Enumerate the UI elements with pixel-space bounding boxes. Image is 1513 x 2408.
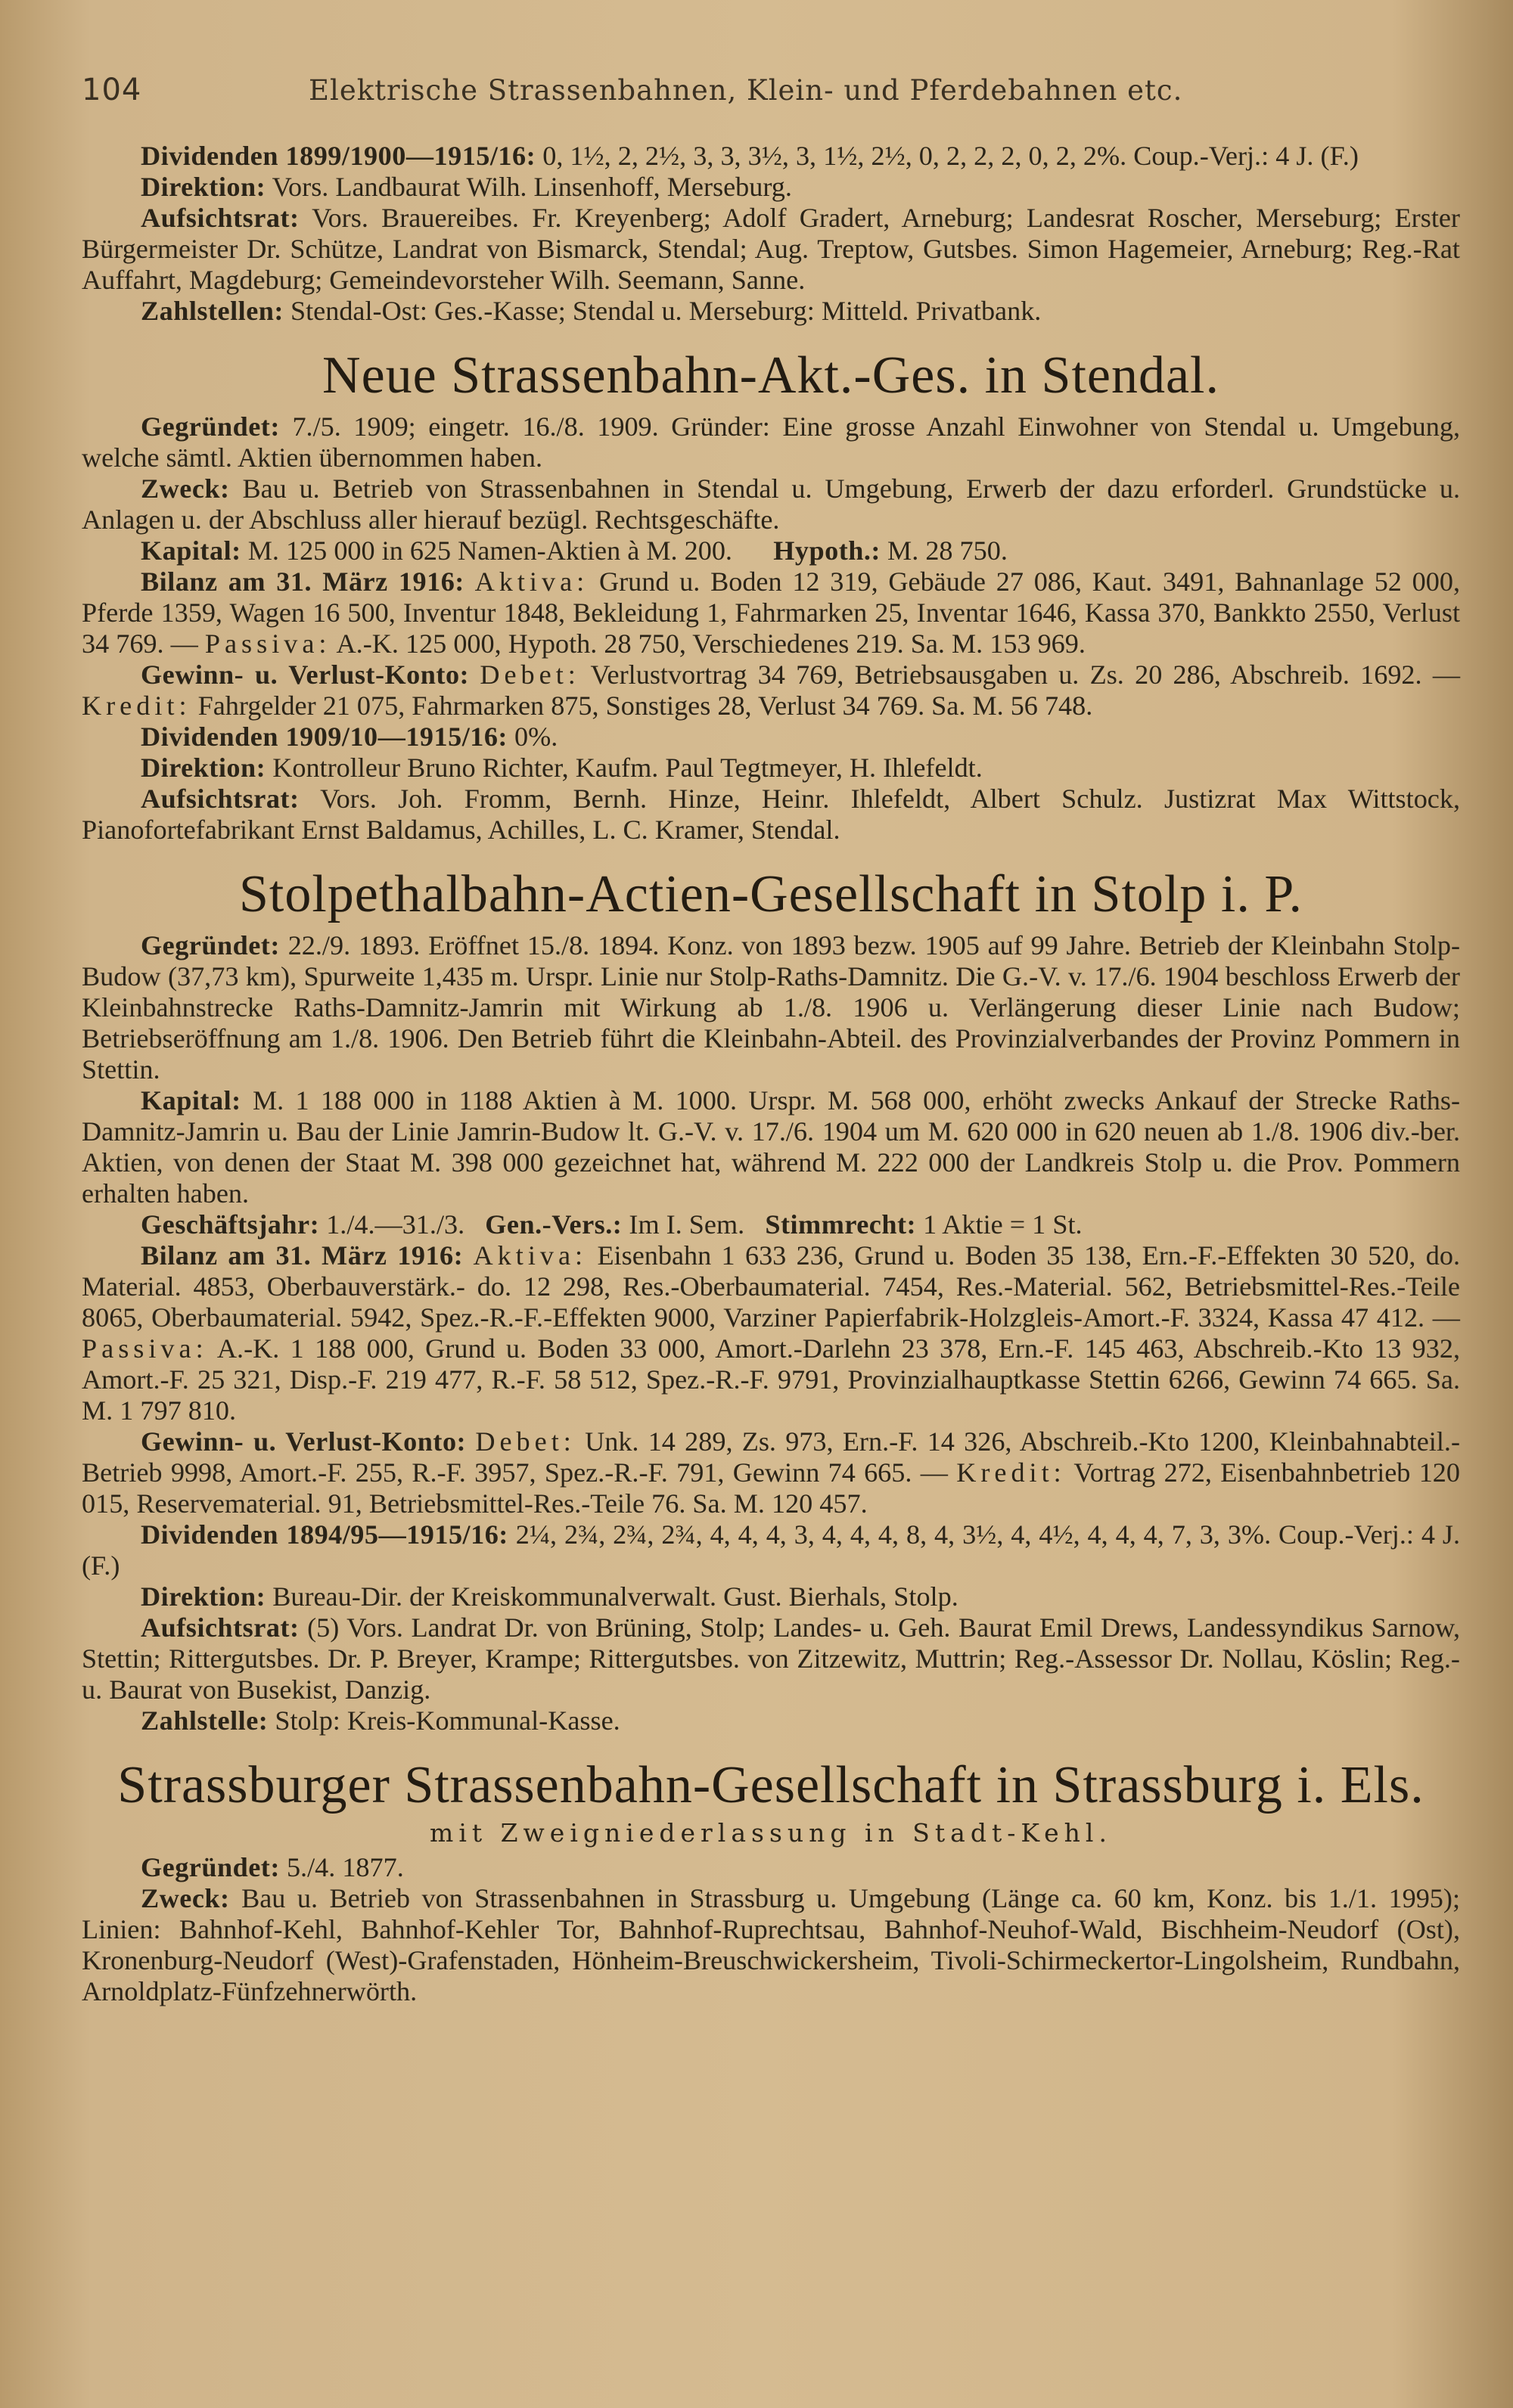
running-title: Elektrische Strassenbahnen, Klein- und Pferdebahnen etc. [309, 74, 1183, 107]
direktion-paragraph: Direktion: Bureau-Dir. der Kreiskommunalverwalt. Gust. Bierhals, Stolp. [141, 1581, 958, 1612]
zweck-paragraph: Zweck: Bau u. Betrieb von Strassenbahnen in Strassburg u. Umgebung (Länge ca. 60 km, Konz. bis 1./1. 1995); Linien: Bahnhof-Kehl, Bahnhof-Kehler Tor, Bahnhof-Ruprechtsau, Bahnhof-Neuhof-Wald, Bischheim-Neudorf (Ost), Kronenburg-Neudorf (West)-Grafenstaden, Hönheim-Breuschwickersheim, Tivoli-Schirmeckertor-Lingolsheim, Rundbahn, Arnoldplatz-Fünfzehnerwörth. [82, 1883, 1461, 2006]
gegruendet-paragraph: Gegründet: 7./5. 1909; eingetr. 16./8. 1909. Gründer: Eine grosse Anzahl Einwohner von Stendal u. Umgebung, welche sämtl. Aktien übernommen haben. [82, 411, 1460, 473]
entry-strassburg [82, 1756, 1460, 2007]
direktion-paragraph: Direktion: Kontrolleur Bruno Richter, Kaufm. Paul Tegtmeyer, H. Ihlefeldt. [141, 752, 983, 783]
gewinn-verlust-paragraph: Gewinn- u. Verlust-Konto: Debet: Verlustvortrag 34 769, Betriebsausgaben u. Zs. 20 286, Abschreib. 1692. — Kredit: Fahrgelder 21 075, Fahrmarken 875, Sonstiges 28, Verlust 34 769. Sa. M. 56 748. [82, 659, 1461, 721]
dividenden-paragraph: Dividenden 1899/1900—1915/16: 0, 1½, 2, 2½, 3, 3, 3½, 3, 1½, 2½, 0, 2, 2, 2, 0, 2, 2%. Coup.-Verj.: 4 J. (F.) [141, 141, 1359, 171]
kapital-paragraph: Kapital: M. 125 000 in 625 Namen-Aktien à M. 200. Hypoth.: M. 28 750. [141, 535, 1008, 566]
aufsichtsrat-paragraph: Aufsichtsrat: Vors. Joh. Fromm, Bernh. Hinze, Heinr. Ihlefeldt, Albert Schulz. Justizrat Max Wittstock, Pianofortefabrikant Ernst Baldamus, Achilles, L. C. Kramer, Stendal. [82, 784, 1460, 845]
kapital-paragraph: Kapital: M. 1 188 000 in 1188 Aktien à M. 1000. Urspr. M. 568 000, erhöht zwecks Ankauf der Strecke Raths-Damnitz-Jamrin u. Bau der Linie Jamrin-Budow lt. G.-V. v. 17./6. 1904 um M. 620 000 in 620 neuen ab 1./8. 1906 div.-ber. Aktien, von denen der Staat M. 398 000 gezeichnet hat, während M. 222 000 der Landkreis Stolp u. die Prov. Pommern erhalten haben. [82, 1085, 1460, 1209]
zahlstellen-paragraph: Zahlstellen: Stendal-Ost: Ges.-Kasse; Stendal u. Merseburg: Mitteld. Privatbank. [141, 296, 1042, 326]
bilanz-paragraph: Bilanz am 31. März 1916: Aktiva: Eisenbahn 1 633 236, Grund u. Boden 35 138, Ern.-F.-Effekten 30 520, do. Material. 4853, Oberbauverstärk.- do. 12 298, Res.-Oberbaumaterial. 7454, Res.-Material. 562, Betriebsmittel-Res.-Teile 8065, Oberbaumaterial. 5942, Spez.-R.-F.-Effekten 9000, Varziner Papierfabrik-Holzgleis-Amort.-F. 3324, Kassa 47 412. — Passiva: A.-K. 1 188 000, Grund u. Boden 33 000, Amort.-Darlehn 23 378, Ern.-F. 145 463, Abschreib.-Kto 13 932, Amort.-F. 25 321, Disp.-F. 219 477, R.-F. 58 512, Spez.-R.-F. 9791, Provinzialhauptkasse Stettin 6266, Gewinn 74 665. Sa. M. 1 797 810. [82, 1240, 1461, 1426]
dividenden-paragraph: Dividenden 1894/95—1915/16: 2¼, 2¾, 2¾, 2¾, 4, 4, 4, 3, 4, 4, 4, 8, 4, 3½, 4, 4½, 4, 4, 4, 7, 3, 3%. Coup.-Verj.: 4 J. (F.) [82, 1519, 1461, 1581]
page-number: 104 [82, 73, 142, 107]
gegruendet-paragraph: Gegründet: 22./9. 1893. Eröffnet 15./8. 1894. Konz. von 1893 bezw. 1905 auf 99 Jahre. Betrieb der Kleinbahn Stolp-Budow (37,73 km), Spurweite 1,435 m. Urspr. Linie nur Stolp-Raths-Damnitz. Die G.-V. v. 17./6. 1904 beschloss Erwerb der Kleinbahnstrecke Raths-Damnitz-Jamrin mit Wirkung ab 1./8. 1906 u. Verlängerung dieser Linie nach Budow; Betriebseröffnung am 1./8. 1906. Den Betrieb führt die Kleinbahn-Abteil. des Provinzialverbandes der Provinz Pommern in Stettin. [82, 930, 1460, 1085]
aufsichtsrat-paragraph: Aufsichtsrat: (5) Vors. Landrat Dr. von Brüning, Stolp; Landes- u. Geh. Baurat Emil Drews, Landessyndikus Sarnow, Stettin; Rittergutsbes. Dr. P. Breyer, Krampe; Rittergutsbes. von Zitzewitz, Muttrin; Reg.-Assessor Dr. Nollau, Köslin; Reg.- u. Baurat von Busekist, Danzig. [82, 1612, 1460, 1705]
zahlstelle-paragraph: Zahlstelle: Stolp: Kreis-Kommunal-Kasse. [141, 1705, 620, 1736]
gewinn-verlust-paragraph: Gewinn- u. Verlust-Konto: Debet: Unk. 14 289, Zs. 973, Ern.-F. 14 326, Abschreib.-Kto 1200, Kleinbahnabteil.-Betrieb 9998, Amort.-F. 255, R.-F. 3957, Spez.-R.-F. 791, Gewinn 74 665. — Kredit: Vortrag 272, Eisenbahnbetrieb 120 015, Reservematerial. 91, Betriebsmittel-Res.-Teile 76. Sa. M. 120 457. [82, 1426, 1460, 1519]
running-head [82, 73, 1460, 107]
direktion-paragraph: Direktion: Vors. Landbaurat Wilh. Linsenhoff, Merseburg. [141, 172, 792, 202]
entry-subtitle: mit Zweigniederlassung in Stadt-Kehl. [430, 1818, 1112, 1848]
entry-stolp [82, 865, 1460, 1736]
dividenden-paragraph: Dividenden 1909/10—1915/16: 0%. [141, 721, 558, 752]
aufsichtsrat-paragraph: Aufsichtsrat: Vors. Brauereibes. Fr. Kreyenberg; Adolf Gradert, Arneburg; Landesrat Roscher, Merseburg; Erster Bürgermeister Dr. Schütze, Landrat von Bismarck, Stendal; Aug. Treptow, Gutsbes. Simon Hagemeier, Arneburg; Reg.-Rat Auffahrt, Magdeburg; Gemeindevorsteher Wilh. Seemann, Sanne. [82, 203, 1460, 295]
entry-title: Neue Strassenbahn-Akt.-Ges. in Stendal. [322, 346, 1219, 405]
bilanz-paragraph: Bilanz am 31. März 1916: Aktiva: Grund u. Boden 12 319, Gebäude 27 086, Kaut. 3491, Bahnanlage 52 000, Pferde 1359, Wagen 16 500, Inventur 1848, Bekleidung 1, Fahrmarken 25, Inventar 1646, Kassa 370, Bankkto 2550, Verlust 34 769. — Passiva: A.-K. 125 000, Hypoth. 28 750, Verschiedenes 219. Sa. M. 153 969. [82, 566, 1460, 659]
gegruendet-paragraph: Gegründet: 5./4. 1877. [141, 1852, 404, 1882]
entry-stendal [82, 346, 1460, 846]
previous-entry-continuation [82, 141, 1460, 327]
geschaeftsjahr-paragraph: Geschäftsjahr: 1./4.—31./3. Gen.-Vers.: Im I. Sem. Stimmrecht: 1 Aktie = 1 St. [141, 1209, 1083, 1240]
entry-title: Stolpethalbahn-Actien-Gesellschaft in Stolp i. P. [238, 865, 1303, 923]
entry-title: Strassburger Strassenbahn-Gesellschaft in Strassburg i. Els. [117, 1756, 1424, 1814]
zweck-paragraph: Zweck: Bau u. Betrieb von Strassenbahnen in Stendal u. Umgebung, Erwerb der dazu erforderl. Grundstücke u. Anlagen u. der Abschluss aller hierauf bezügl. Rechtsgeschäfte. [82, 473, 1461, 535]
